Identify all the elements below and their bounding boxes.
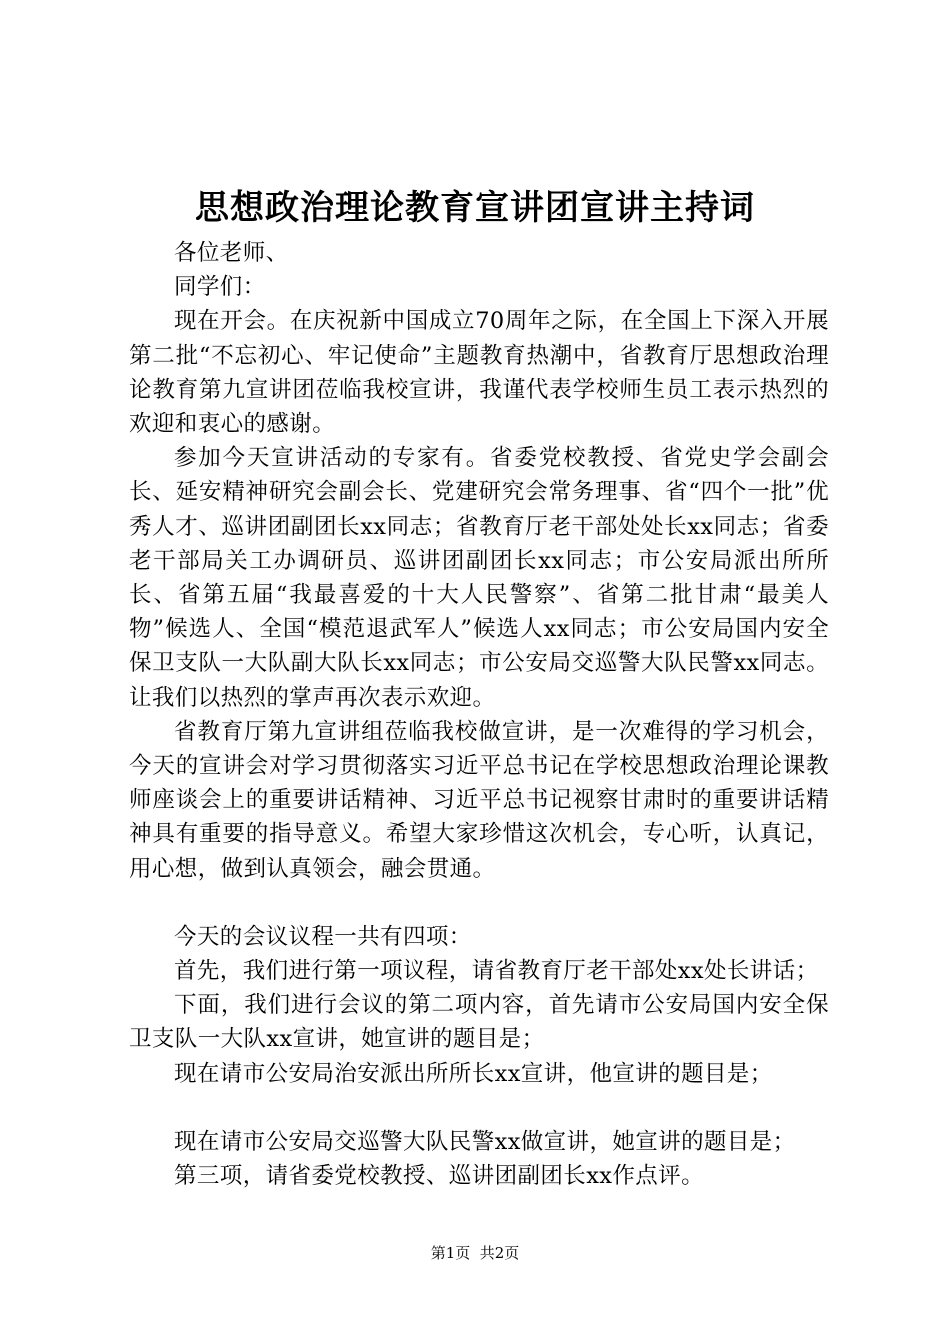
document-title: 思想政治理论教育宣讲团宣讲主持词 <box>195 188 755 228</box>
significance-paragraph: 省教育厅第九宣讲组莅临我校做宣讲，是一次难得的学习机会，今天的宣讲会对学习贯彻落实习近平总书记在学校思想政治理论课教师座谈会上的重要讲话精神、习近平总书记视察甘肃时的重要讲话精神具有重要的指导意义。希望大家珍惜这次机会，专心听，认真记，用心想，做到认真领会，融会贯通。 <box>129 718 829 882</box>
salutation-students: 同学们： <box>174 274 266 301</box>
salutation-teachers: 各位老师、 <box>174 240 289 266</box>
agenda-intro: 今天的会议议程一共有四项： <box>174 923 472 950</box>
page-number: 第1页 共2页 <box>430 1244 520 1262</box>
document-body <box>129 236 829 1193</box>
agenda-item-second: 下面，我们进行会议的第二项内容，首先请市公安局国内安全保卫支队一大队xx宣讲，她宣讲的题目是； <box>129 992 829 1053</box>
agenda-item-third: 第三项，请省委党校教授、巡讲团副团长xx作点评。 <box>174 1163 704 1190</box>
agenda-item-second-speaker-3: 现在请市公安局交巡警大队民警xx做宣讲，她宣讲的题目是； <box>174 1128 796 1155</box>
agenda-item-second-speaker-2: 现在请市公安局治安派出所所长xx宣讲，他宣讲的题目是； <box>174 1060 773 1087</box>
experts-paragraph: 参加今天宣讲活动的专家有。省委党校教授、省党史学会副会长、延安精神研究会副会长、党建研究会常务理事、省“四个一批”优秀人才、巡讲团副团长xx同志；省教育厅老干部处处长xx同志；省委老干部局关工办调研员、巡讲团副团长xx同志；市公安局派出所所长、省第五届“我最喜爱的十大人民警察”、省第二批甘肃“最美人物”候选人、全国“模范退武军人”候选人xx同志；市公安局国内安全保卫支队一大队副大队长xx同志；市公安局交巡警大队民警xx同志。让我们以热烈的掌声再次表示欢迎。 <box>129 445 829 711</box>
opening-paragraph: 现在开会。在庆祝新中国成立70周年之际，在全国上下深入开展第二批“不忘初心、牢记使命”主题教育热潮中，省教育厅思想政治理论教育第九宣讲团莅临我校宣讲，我谨代表学校师生员工表示热烈的欢迎和衷心的感谢。 <box>129 308 829 438</box>
agenda-item-first: 首先，我们进行第一项议程，请省教育厅老干部处xx处长讲话； <box>174 958 819 985</box>
